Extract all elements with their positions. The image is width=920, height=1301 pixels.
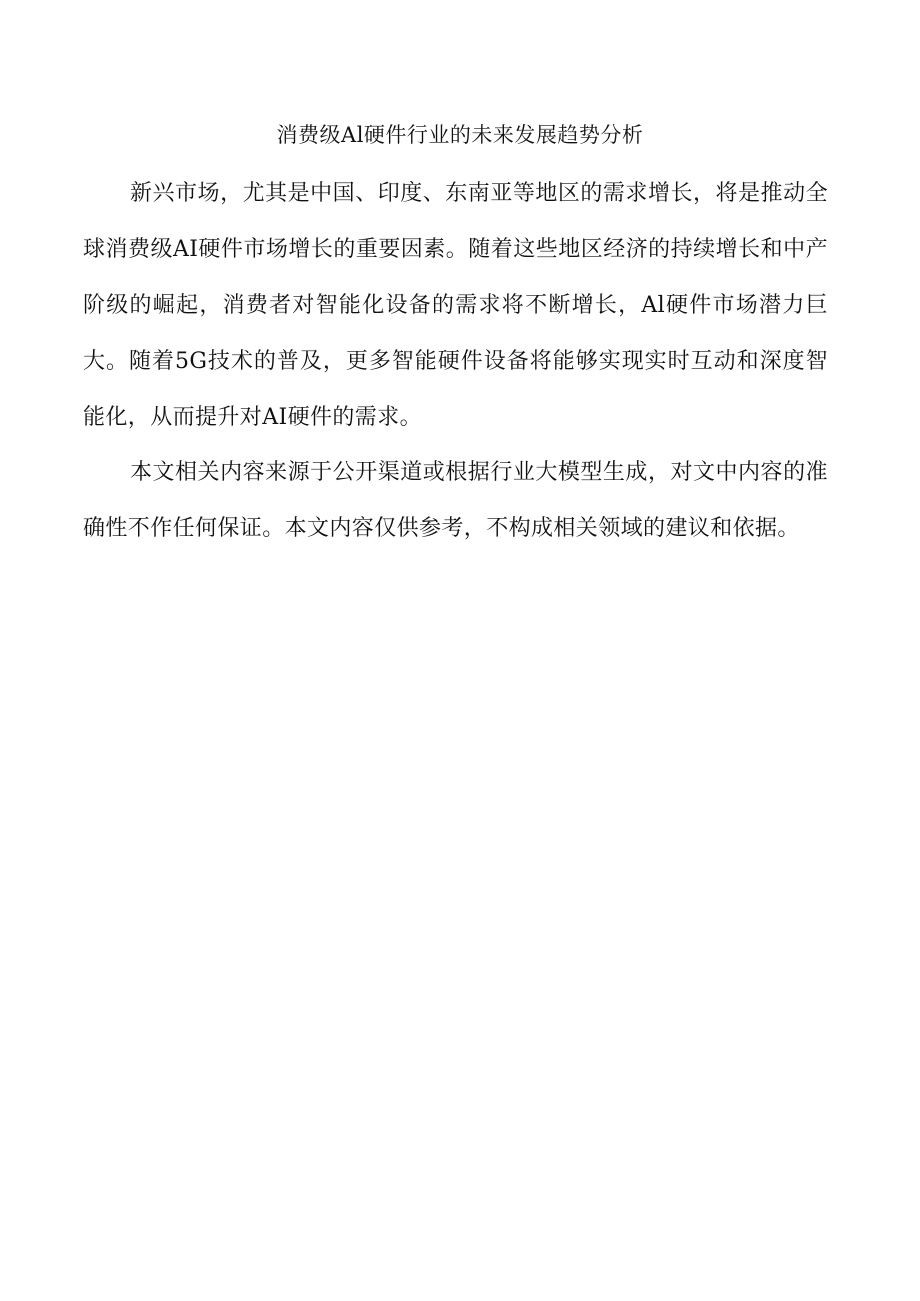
document-title: 消费级Al硬件行业的未来发展趋势分析 [276, 123, 644, 147]
body-paragraph-market: 新兴市场，尤其是中国、印度、东南亚等地区的需求增长，将是推动全球消费级AI硬件市场增长的重要因素。随着这些地区经济的持续增长和中产阶级的崛起，消费者对智能化设备的需求将不断增长，Al硬件市场潜力巨大。随着5G技术的普及，更多智能硬件设备将能够实现实时互动和深度智能化，从而提升对AI硬件的需求。 [83, 181, 828, 430]
disclaimer-paragraph: 本文相关内容来源于公开渠道或根据行业大模型生成，对文中内容的准确性不作任何保证。本文内容仅供参考，不构成相关领域的建议和依据。 [83, 460, 828, 541]
